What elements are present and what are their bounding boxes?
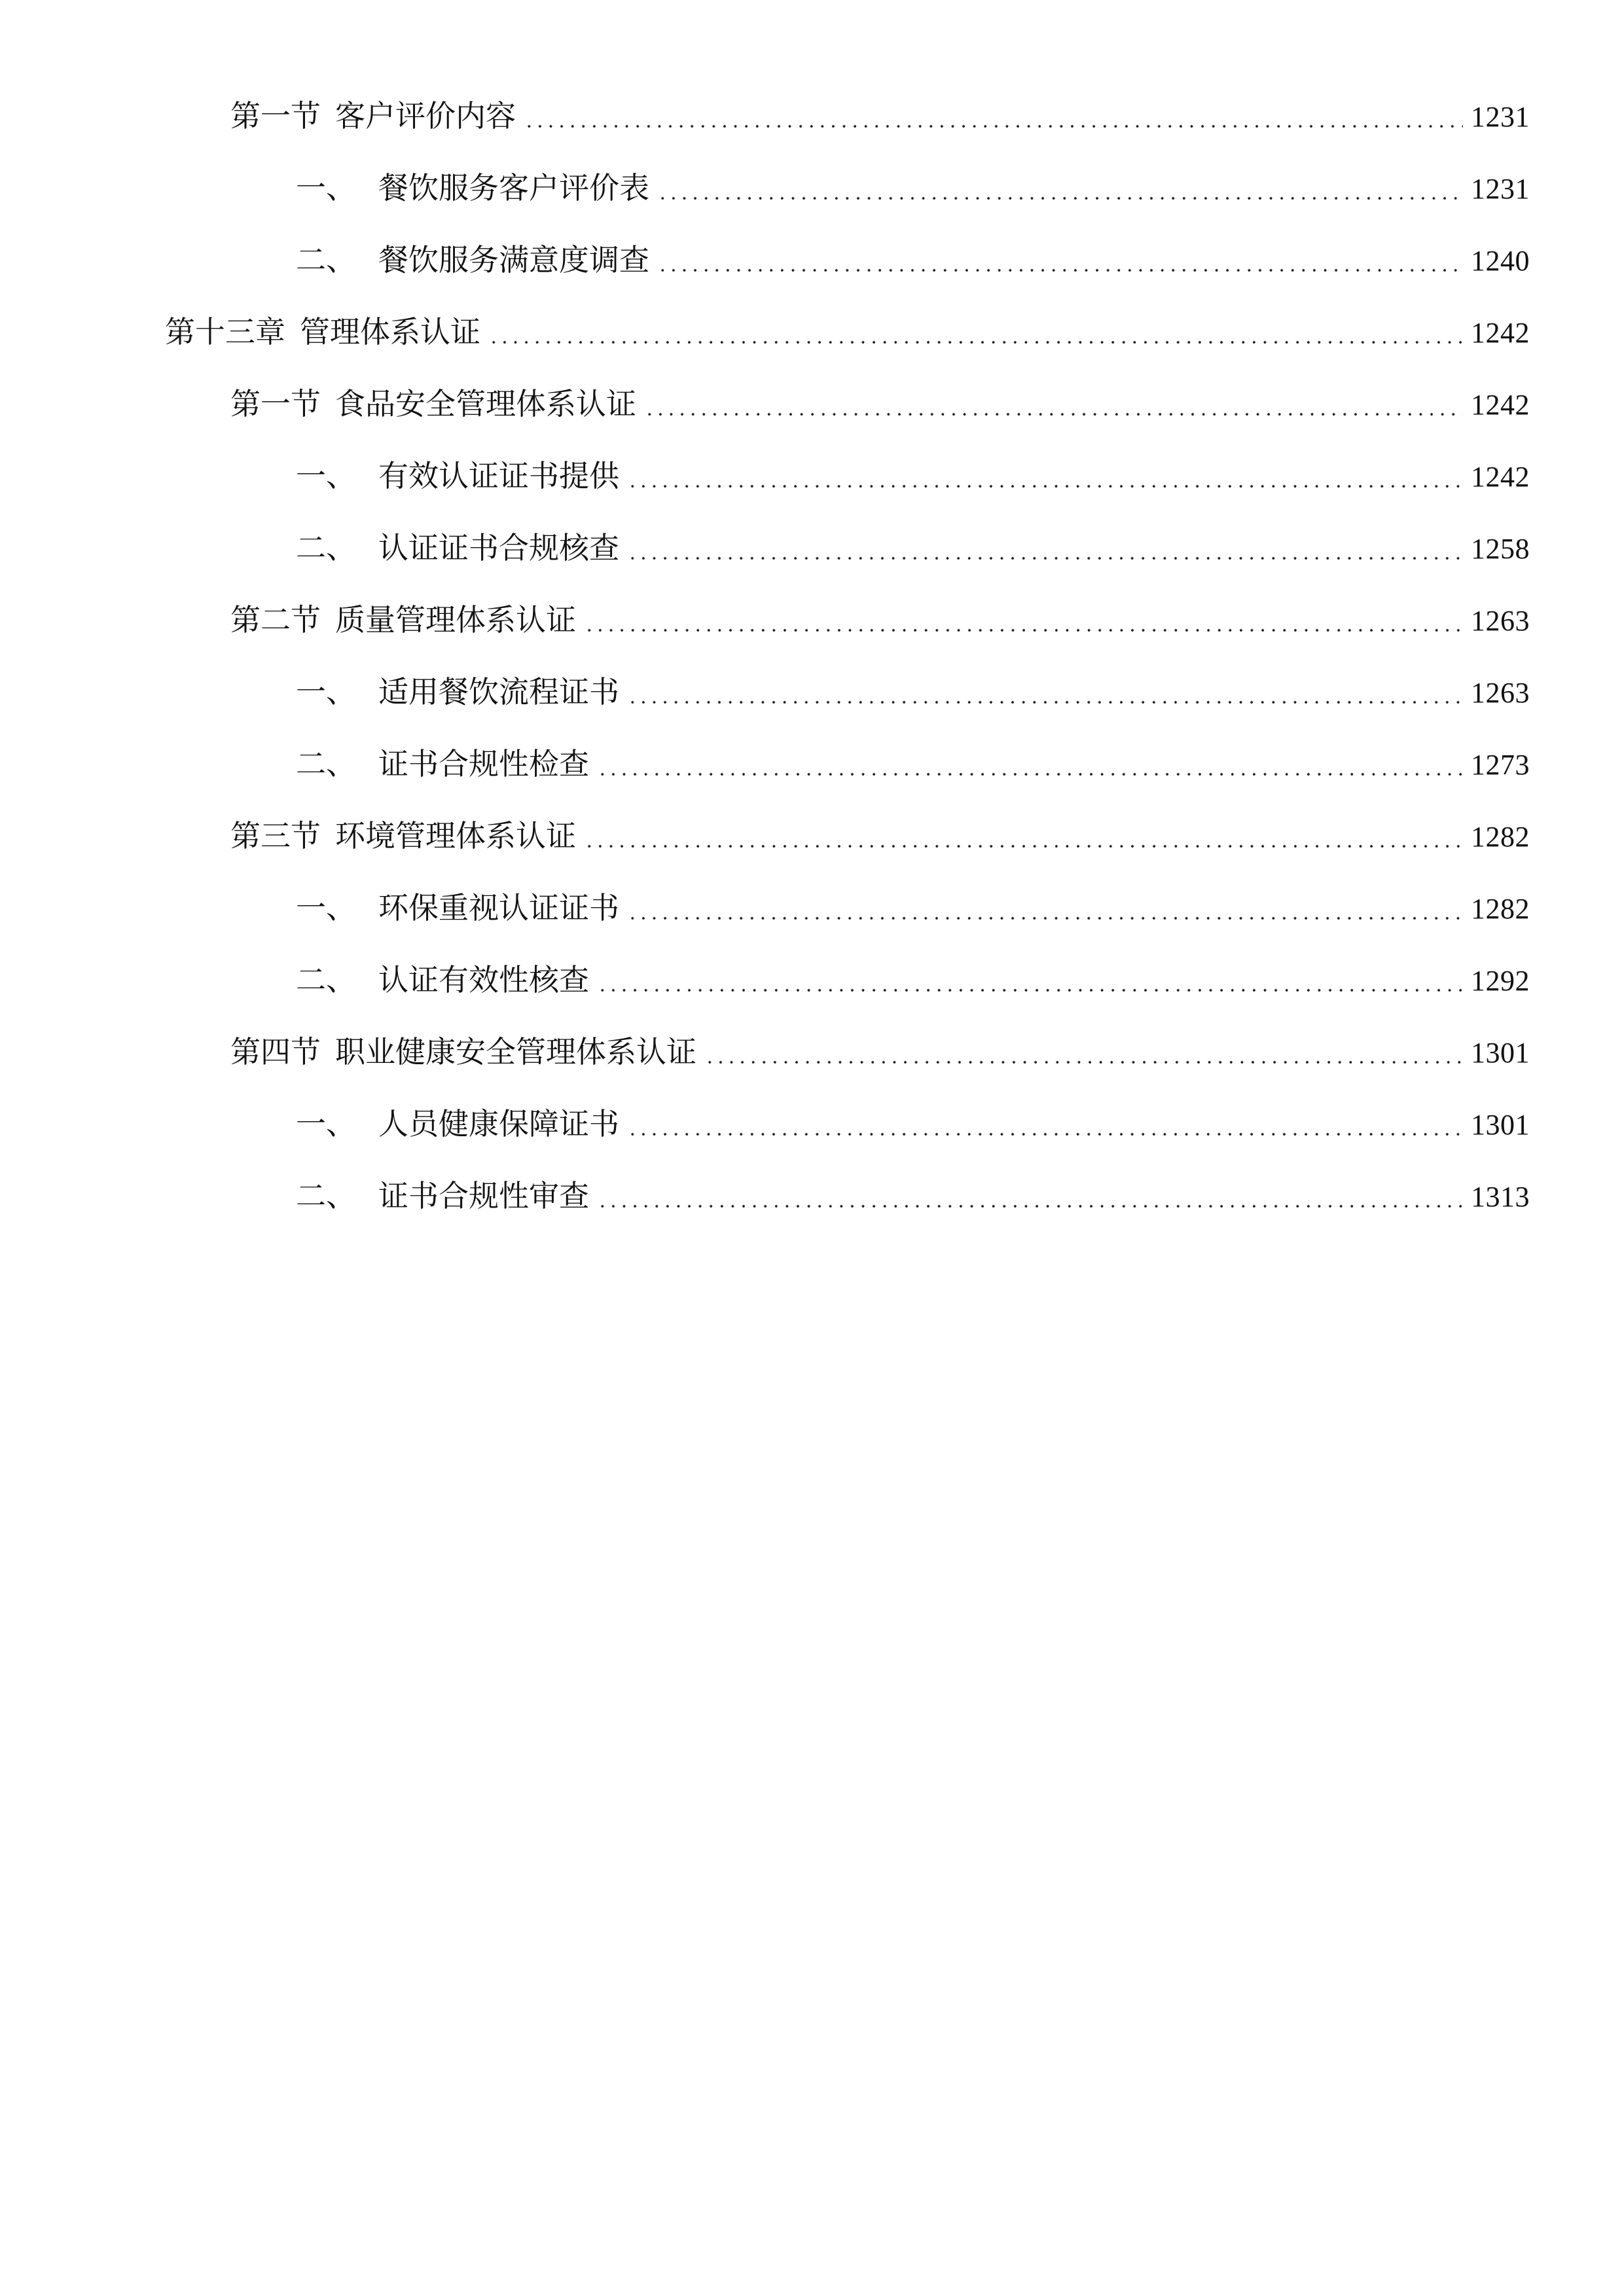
toc-entry-page: 1231	[1471, 173, 1530, 205]
toc-entry-title: 质量管理体系认证	[335, 602, 576, 637]
dot-leader	[627, 485, 1463, 488]
toc-entry-page: 1301	[1471, 1037, 1530, 1069]
toc-entry-number: 一、	[296, 674, 356, 709]
toc-entry-page: 1242	[1471, 389, 1530, 421]
toc-entry-section[interactable]	[230, 93, 1530, 139]
toc-entry-page: 1258	[1471, 533, 1530, 565]
toc-entry-page: 1240	[1471, 245, 1530, 277]
dot-leader	[597, 773, 1463, 776]
dot-leader	[584, 629, 1463, 632]
toc-entry-title: 餐饮服务客户评价表	[378, 170, 649, 206]
dot-leader	[627, 557, 1463, 560]
toc-entry-subsection[interactable]	[296, 453, 1530, 499]
toc-entry-title: 客户评价内容	[335, 98, 516, 134]
toc-entry-subsection[interactable]	[296, 165, 1530, 211]
toc-entry-number: 一、	[296, 890, 356, 925]
toc-entry-subsection[interactable]	[296, 1101, 1530, 1147]
toc-entry-page: 1301	[1471, 1109, 1530, 1141]
toc-entry-section[interactable]	[230, 381, 1530, 427]
dot-leader	[524, 125, 1463, 128]
dot-leader	[584, 845, 1463, 848]
toc-entry-page: 1263	[1471, 677, 1530, 709]
dot-leader	[627, 701, 1463, 704]
toc-entry-title: 管理体系认证	[300, 314, 480, 350]
toc-entry-title: 认证有效性核查	[378, 962, 589, 997]
toc-entry-title: 证书合规性审查	[378, 1178, 589, 1213]
toc-entry-page: 1242	[1471, 461, 1530, 493]
toc-entry-title: 职业健康安全管理体系认证	[335, 1034, 696, 1069]
toc-entry-number: 二、	[296, 242, 356, 278]
toc-entry-section[interactable]	[230, 813, 1530, 859]
dot-leader	[657, 197, 1463, 200]
toc-entry-page: 1231	[1471, 101, 1530, 133]
toc-entry-number: 第一节	[230, 98, 321, 134]
toc-entry-number: 第四节	[230, 1034, 321, 1069]
toc-entry-subsection[interactable]	[296, 237, 1530, 283]
toc-entry-page: 1273	[1471, 749, 1530, 781]
toc-entry-page: 1263	[1471, 605, 1530, 637]
toc-entry-subsection[interactable]	[296, 669, 1530, 715]
dot-leader	[704, 1061, 1463, 1064]
toc-entry-subsection[interactable]	[296, 741, 1530, 787]
toc-entry-page: 1313	[1471, 1181, 1530, 1213]
toc-entry-page: 1242	[1471, 317, 1530, 349]
toc-entry-title: 认证证书合规核查	[378, 530, 619, 565]
toc-entry-number: 一、	[296, 458, 356, 493]
toc-entry-title: 餐饮服务满意度调查	[378, 242, 649, 278]
dot-leader	[627, 1133, 1463, 1136]
toc-entry-number: 一、	[296, 170, 356, 206]
toc-entry-number: 第一节	[230, 386, 321, 422]
toc-entry-number: 第三节	[230, 818, 321, 853]
dot-leader	[597, 1205, 1463, 1208]
toc-entry-title: 环境管理体系认证	[335, 818, 576, 853]
toc-entry-number: 第十三章	[165, 314, 285, 350]
toc-entry-number: 二、	[296, 1178, 356, 1213]
toc-entry-number: 二、	[296, 962, 356, 997]
toc-entry-subsection[interactable]	[296, 525, 1530, 571]
toc-entry-subsection[interactable]	[296, 885, 1530, 931]
toc-entry-page: 1282	[1471, 893, 1530, 925]
toc-entry-title: 环保重视认证证书	[378, 890, 619, 925]
dot-leader	[657, 269, 1463, 272]
dot-leader	[644, 413, 1463, 416]
dot-leader	[488, 341, 1463, 344]
toc-entry-chapter[interactable]	[165, 309, 1530, 355]
toc-entry-section[interactable]	[230, 1029, 1530, 1075]
toc-entry-number: 二、	[296, 746, 356, 781]
toc-entry-title: 食品安全管理体系认证	[335, 386, 636, 422]
toc-entry-number: 一、	[296, 1106, 356, 1141]
toc-entry-title: 有效认证证书提供	[378, 458, 619, 493]
dot-leader	[597, 989, 1463, 992]
dot-leader	[627, 917, 1463, 920]
toc-entry-title: 适用餐饮流程证书	[378, 674, 619, 709]
toc-entry-number: 二、	[296, 530, 356, 565]
toc-entry-number: 第二节	[230, 602, 321, 637]
toc-entry-title: 人员健康保障证书	[378, 1106, 619, 1141]
toc-entry-section[interactable]	[230, 597, 1530, 643]
toc-entry-page: 1282	[1471, 821, 1530, 853]
toc-entry-subsection[interactable]	[296, 1173, 1530, 1219]
toc-entry-subsection[interactable]	[296, 957, 1530, 1003]
toc-entry-page: 1292	[1471, 965, 1530, 997]
toc-entry-title: 证书合规性检查	[378, 746, 589, 781]
